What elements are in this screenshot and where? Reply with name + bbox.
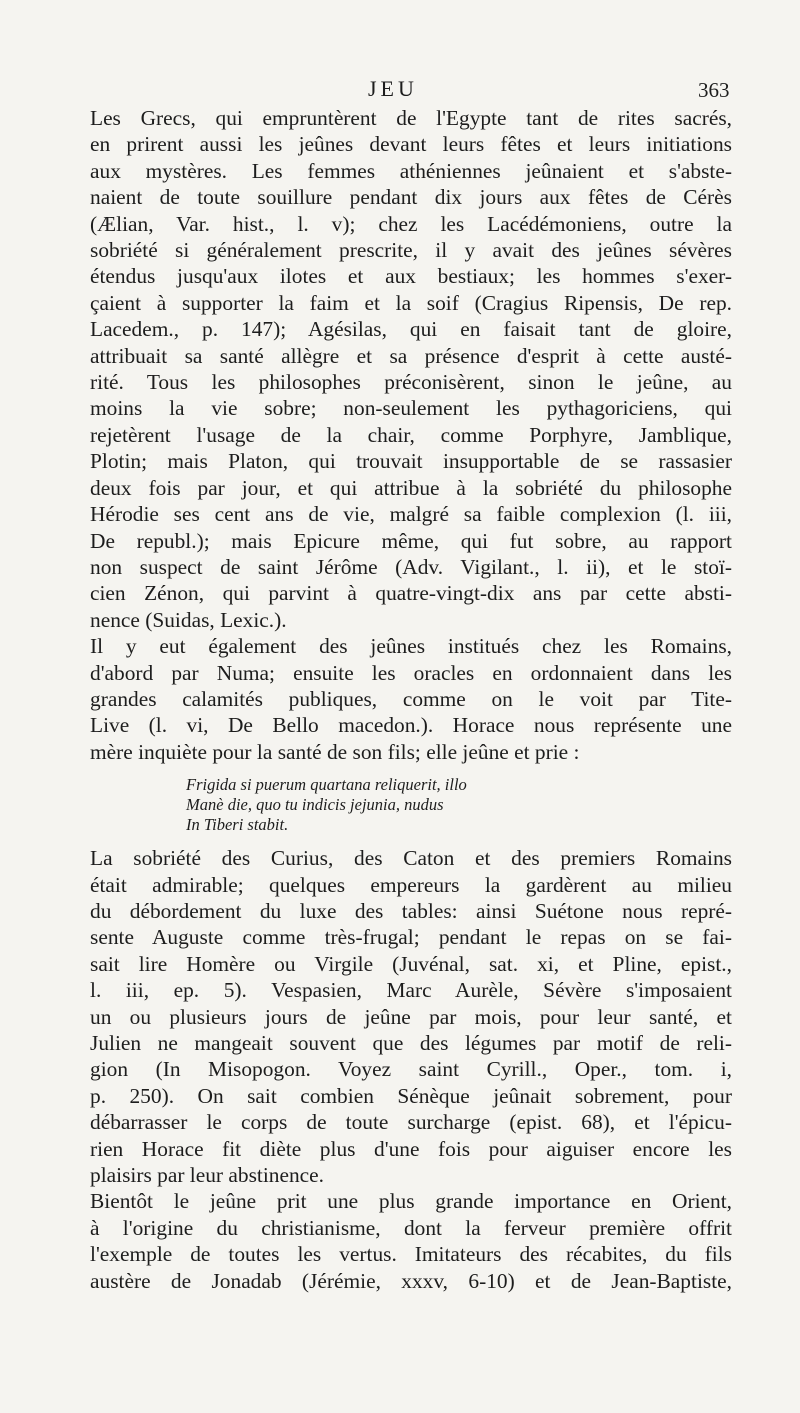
text-line: De republ.); mais Epicure même, qui fut sobre, au rapport — [90, 528, 732, 553]
text-line: attribuait sa santé allègre et sa présence d'esprit à cette austé- — [90, 343, 732, 368]
text-line: à l'origine du christianisme, dont la ferveur première offrit — [90, 1215, 732, 1240]
text-line: Plotin; mais Platon, qui trouvait insupportable de se rassasier — [90, 449, 732, 474]
text-line: sobriété si généralement prescrite, il y avait des jeûnes sévères — [90, 238, 732, 263]
text-line: débarrasser le corps de toute surcharge (epist. 68), et l'épicu- — [90, 1110, 732, 1135]
verse-line: In Tiberi stabit. — [186, 815, 289, 835]
text-line: gion (In Misopogon. Voyez saint Cyrill., Oper., tom. i, — [90, 1057, 732, 1082]
text-line: cien Zénon, qui parvint à quatre-vingt-dix ans par cette absti- — [90, 581, 732, 606]
text-line: du débordement du luxe des tables: ainsi Suétone nous repré- — [90, 898, 732, 923]
body-text — [90, 105, 732, 1294]
text-line: moins la vie sobre; non-seulement les pythagoriciens, qui — [90, 396, 732, 421]
running-head — [0, 76, 800, 106]
text-line: rité. Tous les philosophes préconisèrent, sinon le jeûne, au — [90, 370, 732, 395]
paragraph-romans — [90, 633, 732, 765]
text-line: l. iii, ep. 5). Vespasien, Marc Aurèle, Sévère s'imposaient — [90, 978, 732, 1003]
paragraph-sobriety — [90, 845, 732, 1188]
text-line: çaient à supporter la faim et la soif (Cragius Ripensis, De rep. — [90, 290, 732, 315]
paragraph-greeks — [90, 105, 732, 633]
text-line: aux mystères. Les femmes athéniennes jeûnaient et s'abste- — [90, 158, 732, 183]
text-line: p. 250). On sait combien Sénèque jeûnait sobrement, pour — [90, 1083, 732, 1108]
text-line: rien Horace fit diète plus d'une fois pour aiguiser encore les — [90, 1136, 732, 1161]
text-line: un ou plusieurs jours de jeûne par mois, pour leur santé, et — [90, 1004, 732, 1029]
text-line: l'exemple de toutes les vertus. Imitateurs des récabites, du fils — [90, 1242, 732, 1267]
text-line: d'abord par Numa; ensuite les oracles en ordonnaient dans les — [90, 660, 732, 685]
paragraph-orient — [90, 1188, 732, 1294]
text-line: en prirent aussi les jeûnes devant leurs fêtes et leurs initiations — [90, 132, 732, 157]
text-line: Julien ne mangeait souvent que des légumes par motif de reli- — [90, 1031, 732, 1055]
running-head-title: JEU — [368, 76, 418, 101]
text-line: non suspect de saint Jérôme (Adv. Vigilant., l. ii), et le stoï- — [90, 554, 732, 579]
text-line: (Ælian, Var. hist., l. v); chez les Lacédémoniens, outre la — [90, 211, 732, 236]
text-line: Live (l. vi, De Bello macedon.). Horace nous représente une — [90, 713, 732, 738]
verse-quotation — [186, 775, 732, 835]
text-line: Bientôt le jeûne prit une plus grande importance en Orient, — [90, 1189, 732, 1214]
text-line: Il y eut également des jeûnes institués chez les Romains, — [90, 634, 732, 659]
text-line: rejetèrent l'usage de la chair, comme Porphyre, Jamblique, — [90, 422, 732, 447]
text-line: La sobriété des Curius, des Caton et des premiers Romains — [90, 846, 732, 871]
text-line: naient de toute souillure pendant dix jours aux fêtes de Cérès — [90, 185, 732, 210]
text-line: était admirable; quelques empereurs la gardèrent au milieu — [90, 872, 732, 897]
text-line: plaisirs par leur abstinence. — [90, 1163, 325, 1188]
page-number: 363 — [698, 78, 730, 102]
text-line: sente Auguste comme très-frugal; pendant le repas on se fai- — [90, 925, 732, 950]
text-line: Hérodie ses cent ans de vie, malgré sa faible complexion (l. iii, — [90, 502, 732, 527]
text-line: Lacedem., p. 147); Agésilas, qui en faisait tant de gloire, — [90, 317, 732, 342]
text-line: étendus jusqu'aux ilotes et aux bestiaux; les hommes s'exer- — [90, 264, 732, 289]
text-line: sait lire Homère ou Virgile (Juvénal, sat. xi, et Pline, epist., — [90, 951, 732, 976]
text-line: nence (Suidas, Lexic.). — [90, 607, 287, 632]
text-line: grandes calamités publiques, comme on le voit par Tite- — [90, 686, 732, 711]
verse-line: Manè die, quo tu indicis jejunia, nudus — [186, 795, 444, 815]
verse-line: Frigida si puerum quartana reliquerit, illo — [186, 775, 467, 795]
text-line: deux fois par jour, et qui attribue à la sobriété du philosophe — [90, 475, 732, 500]
text-line: mère inquiète pour la santé de son fils; elle jeûne et prie : — [90, 739, 580, 764]
text-line: austère de Jonadab (Jérémie, xxxv, 6-10) et de Jean-Baptiste, — [90, 1268, 732, 1293]
text-line: Les Grecs, qui empruntèrent de l'Egypte tant de rites sacrés, — [90, 106, 732, 130]
